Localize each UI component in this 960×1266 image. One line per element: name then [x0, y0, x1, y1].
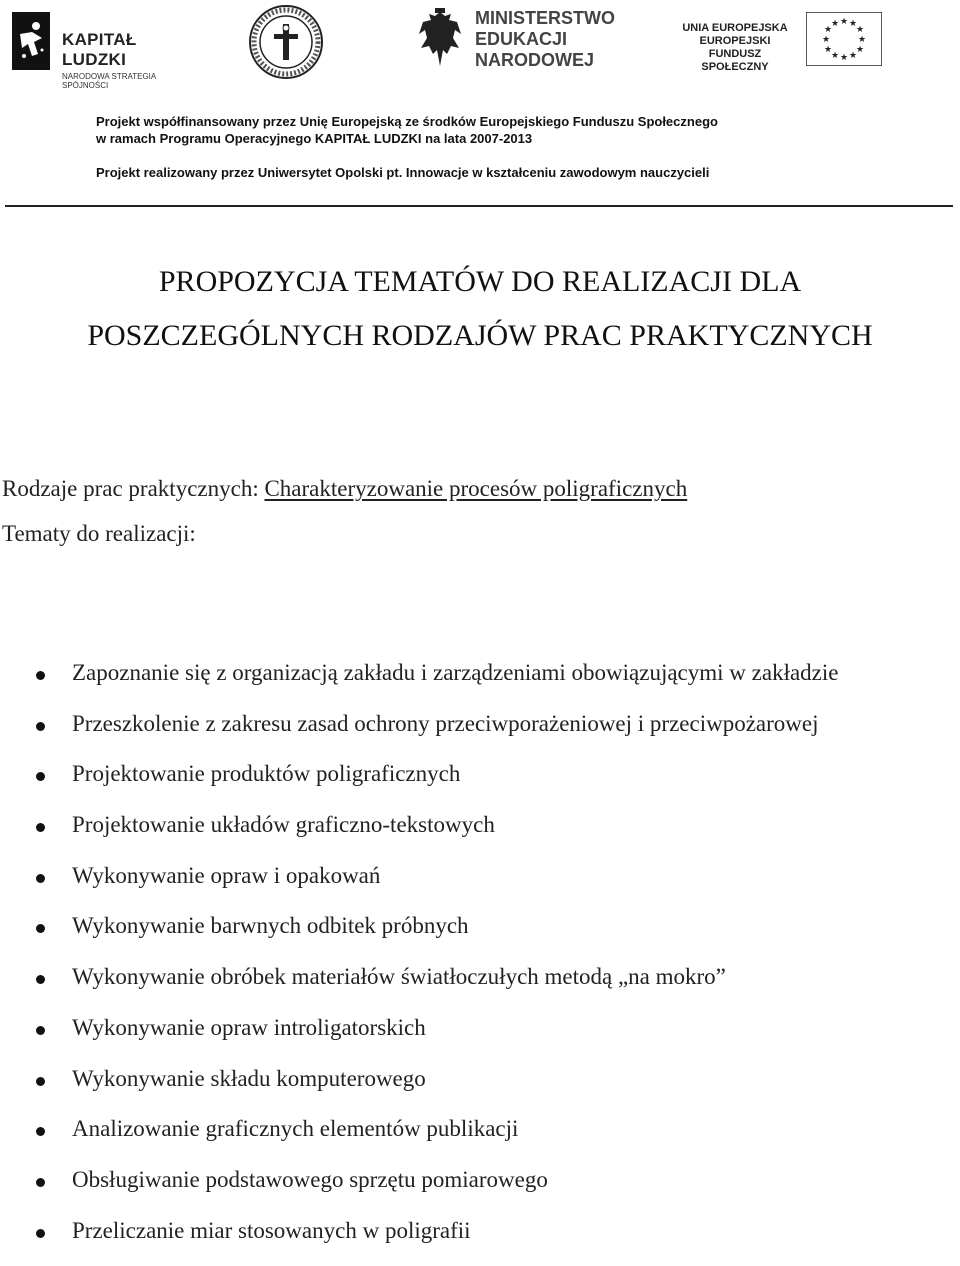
list-item: [0, 658, 960, 709]
svg-text:★: ★: [855, 45, 865, 55]
university-seal-icon: [248, 4, 324, 80]
list-item: [0, 1064, 960, 1115]
cofinanced-line2: w ramach Programu Operacyjnego KAPITAŁ LUDZKI na lata 2007-2013: [96, 131, 533, 146]
bullet-icon: [36, 874, 45, 883]
svg-text:★: ★: [830, 19, 840, 29]
list-item: [0, 911, 960, 962]
bullet-icon: [36, 823, 45, 832]
bullet-icon: [36, 1178, 45, 1187]
eu-line2: EUROPEJSKI: [699, 35, 771, 47]
topic-list: [0, 658, 960, 1266]
work-type-label: Rodzaje prac praktycznych:: [2, 476, 265, 501]
eu-logo: [678, 12, 938, 72]
svg-text:★: ★: [848, 51, 858, 61]
page-title-line2: POSZCZEGÓLNYCH RODZAJÓW PRAC PRAKTYCZNYCH: [87, 319, 873, 352]
svg-text:★: ★: [848, 19, 858, 29]
svg-text:★: ★: [857, 35, 867, 45]
ministry-logo: [415, 8, 645, 78]
list-item: [0, 1216, 960, 1266]
topic-text: Projektowanie produktów poligraficznych: [72, 761, 461, 787]
kapital-ludzki-logo: [12, 12, 202, 90]
page-title-line1: PROPOZYCJA TEMATÓW DO REALIZACJI DLA: [158, 265, 802, 298]
bullet-icon: [36, 671, 45, 680]
bullet-icon: [36, 1077, 45, 1086]
kapital-ludzki-subtitle: NARODOWA STRATEGIA SPÓJNOŚCI: [62, 72, 156, 90]
topic-text: Analizowanie graficznych elementów publikacji: [72, 1116, 519, 1142]
topic-text: Przeszkolenie z zakresu zasad ochrony przeciwporażeniowej i przeciwpożarowej: [72, 710, 819, 736]
kapital-ludzki-emblem-icon: [12, 12, 50, 70]
list-item: [0, 709, 960, 760]
ministry-line3: NARODOWEJ: [475, 50, 595, 70]
topic-text: Wykonywanie opraw i opakowań: [72, 862, 381, 888]
eagle-emblem-icon: [415, 8, 465, 79]
logo-bar: [0, 0, 960, 90]
bullet-icon: [36, 924, 45, 933]
list-item: [0, 759, 960, 810]
bullet-icon: [36, 722, 45, 731]
list-item: [0, 810, 960, 861]
topic-text: Wykonywanie opraw introligatorskich: [72, 1014, 426, 1040]
svg-text:★: ★: [855, 25, 865, 35]
bullet-icon: [36, 1229, 45, 1238]
work-type-line: [2, 476, 687, 502]
topic-text: Wykonywanie barwnych odbitek próbnych: [72, 913, 469, 939]
svg-text:★: ★: [830, 51, 840, 61]
bullet-icon: [36, 975, 45, 984]
list-item: [0, 861, 960, 912]
topic-text: Obsługiwanie podstawowego sprzętu pomiarowego: [72, 1166, 548, 1192]
ministry-line2: EDUKACJI: [475, 29, 568, 49]
header-divider: [5, 205, 953, 207]
bullet-icon: [36, 1026, 45, 1035]
topics-label: Tematy do realizacji:: [2, 521, 196, 546]
topic-text: Zapoznanie się z organizacją zakładu i zarządzeniami obowiązującymi w zakładzie: [72, 660, 839, 685]
ministry-line1: MINISTERSTWO: [475, 8, 615, 28]
svg-text:★: ★: [839, 53, 849, 63]
svg-text:★: ★: [823, 25, 833, 35]
svg-text:★: ★: [839, 17, 849, 27]
svg-text:★: ★: [821, 35, 831, 45]
svg-text:★: ★: [823, 45, 833, 55]
cofinanced-line1: Projekt współfinansowany przez Unię Europejską ze środków Europejskiego Funduszu Społecznego: [96, 114, 718, 129]
topic-text: Projektowanie układów graficzno-tekstowych: [72, 812, 495, 838]
kapital-ludzki-name: KAPITAŁ LUDZKI: [62, 30, 137, 69]
list-item: [0, 962, 960, 1013]
list-item: [0, 1114, 960, 1165]
topic-text: Przeliczanie miar stosowanych w poligrafii: [72, 1217, 471, 1243]
topic-text: Wykonywanie składu komputerowego: [72, 1065, 426, 1091]
list-item: [0, 1013, 960, 1064]
topic-text: Wykonywanie obróbek materiałów światłoczułych metodą „na mokro”: [72, 964, 726, 990]
eu-flag-icon: [806, 12, 882, 71]
bullet-icon: [36, 772, 45, 781]
eu-line3: FUNDUSZ SPOŁECZNY: [701, 48, 769, 73]
realized-by-line: Projekt realizowany przez Uniwersytet Opolski pt. Innowacje w kształceniu zawodowym nauczycieli: [96, 165, 710, 180]
list-item: [0, 1165, 960, 1216]
bullet-icon: [36, 1127, 45, 1136]
work-type-value: Charakteryzowanie procesów poligraficznych: [264, 476, 688, 501]
eu-line1: UNIA EUROPEJSKA: [682, 22, 788, 34]
